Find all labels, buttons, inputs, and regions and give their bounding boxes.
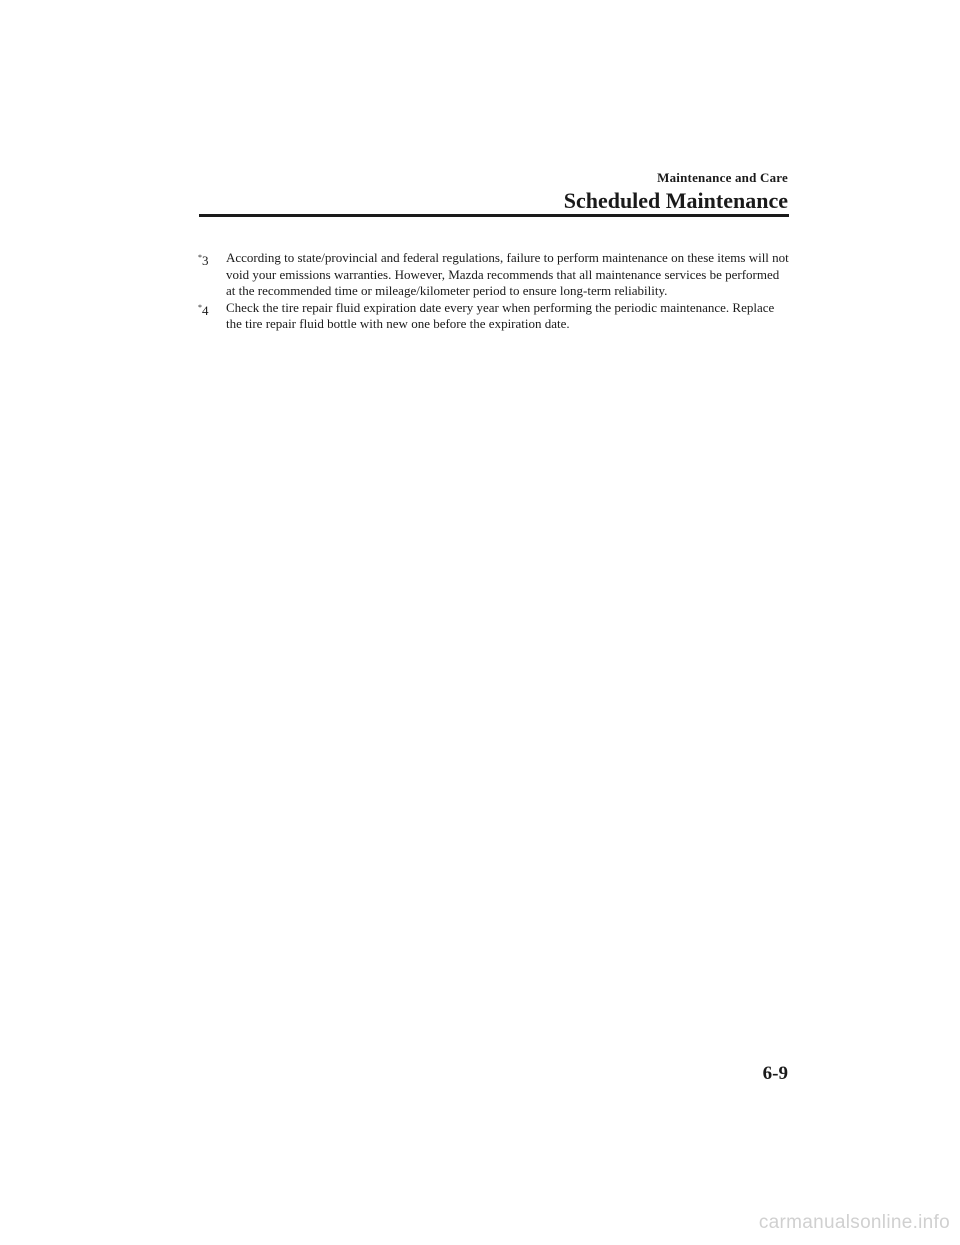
footnote-3 (198, 250, 790, 300)
page-header (564, 170, 788, 214)
section-label: Maintenance and Care (657, 170, 788, 185)
watermark: carmanualsonline.info (758, 1212, 950, 1233)
footnotes (198, 250, 790, 333)
page-number: 6-9 (762, 1063, 788, 1084)
footnote-marker: *3 (198, 253, 209, 268)
title-divider (199, 214, 789, 217)
page-title: Scheduled Maintenance (563, 188, 788, 213)
footnote-text: According to state/provincial and federal regulations, failure to perform maintenance on these items will not void your emissions warranties. However, Mazda recommends that all maintenance services be performed at the recommended time or mileage/kilometer period to ensure long-term reliability. (226, 250, 789, 298)
footnote-4 (198, 300, 790, 333)
footnote-marker: *4 (198, 302, 209, 318)
footnote-text: Check the tire repair fluid expiration date every year when performing the periodic maintenance. Replace the tire repair fluid bottle with new one before the expiration date. (226, 299, 775, 331)
